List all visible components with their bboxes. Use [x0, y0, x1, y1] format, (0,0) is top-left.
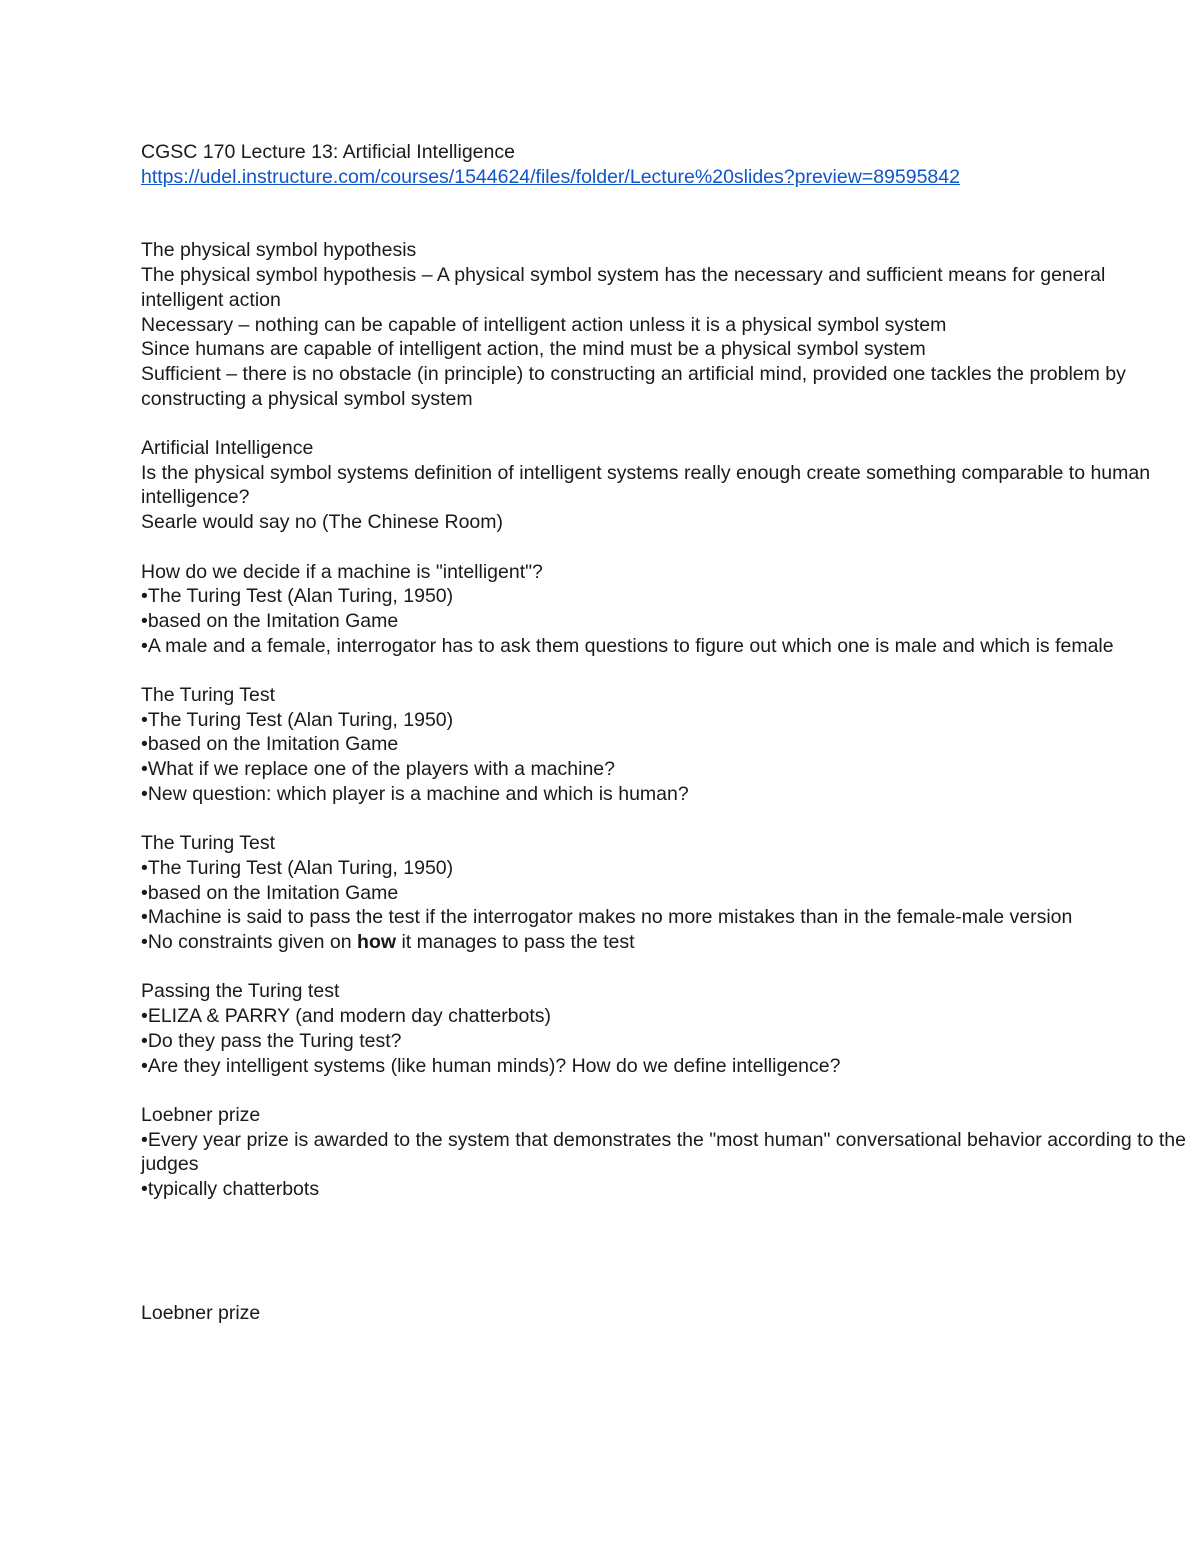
section-line: Sufficient – there is no obstacle (in principle) to constructing an artificial mind, provided one tackles the problem by constructing a physical symbol system — [141, 362, 1126, 410]
section-turing-test-2 — [141, 831, 1191, 955]
section-heading: How do we decide if a machine is "intelligent"? — [141, 560, 543, 583]
section-line: •Do they pass the Turing test? — [141, 1029, 402, 1052]
section-line: •New question: which player is a machine and which is human? — [141, 782, 689, 805]
section-line: •based on the Imitation Game — [141, 733, 399, 756]
section-line: The physical symbol hypothesis – A physical symbol system has the necessary and sufficient means for general intelligent action — [141, 264, 1106, 311]
document-page — [141, 140, 1191, 1325]
bold-line-before: •No constraints given on — [141, 931, 358, 954]
section-heading: The physical symbol hypothesis — [141, 239, 417, 262]
section-turing-test-1 — [141, 683, 1191, 807]
section-line-with-bold — [141, 930, 1191, 955]
section-heading: The Turing Test — [141, 832, 276, 855]
section-heading: Passing the Turing test — [141, 980, 340, 1003]
section-line: Since humans are capable of intelligent action, the mind must be a physical symbol system — [141, 338, 926, 361]
trailing-heading: Loebner prize — [141, 1301, 261, 1324]
section-line: •based on the Imitation Game — [141, 881, 399, 904]
section-line: •typically chatterbots — [141, 1178, 320, 1201]
lecture-slides-link[interactable]: https://udel.instructure.com/courses/1544624/files/folder/Lecture%20slides?preview=89595842 — [141, 165, 960, 188]
section-artificial-intelligence — [141, 436, 1191, 535]
section-heading: Loebner prize — [141, 1103, 261, 1126]
section-passing-turing — [141, 979, 1191, 1078]
section-line: Is the physical symbol systems definition of intelligent systems really enough create something comparable to human intelligence? — [141, 461, 1151, 509]
section-line: •Are they intelligent systems (like human minds)? How do we define intelligence? — [141, 1054, 841, 1077]
section-physical-symbol — [141, 238, 1191, 411]
section-heading: Artificial Intelligence — [141, 437, 314, 460]
section-line: •based on the Imitation Game — [141, 609, 399, 632]
section-heading: The Turing Test — [141, 684, 276, 707]
section-line: •Every year prize is awarded to the system that demonstrates the "most human" conversational behavior according to the judges — [141, 1128, 1186, 1176]
section-loebner-prize — [141, 1103, 1191, 1202]
section-machine-intelligent — [141, 560, 1191, 659]
bold-line-after: it manages to pass the test — [396, 931, 635, 954]
doc-title: CGSC 170 Lecture 13: Artificial Intelligence — [141, 141, 515, 163]
section-line: •The Turing Test (Alan Turing, 1950) — [141, 585, 454, 608]
section-line: •The Turing Test (Alan Turing, 1950) — [141, 708, 454, 731]
section-line: •Machine is said to pass the test if the interrogator makes no more mistakes than in the female-male version — [141, 906, 1073, 929]
bold-word: how — [357, 931, 397, 954]
section-line: •ELIZA & PARRY (and modern day chatterbots) — [141, 1005, 552, 1028]
section-line: •A male and a female, interrogator has to ask them questions to figure out which one is male and which is female — [141, 634, 1114, 657]
section-line: Necessary – nothing can be capable of intelligent action unless it is a physical symbol system — [141, 313, 947, 336]
section-line: •The Turing Test (Alan Turing, 1950) — [141, 856, 454, 879]
section-line: •What if we replace one of the players with a machine? — [141, 758, 615, 781]
section-line: Searle would say no (The Chinese Room) — [141, 511, 504, 534]
